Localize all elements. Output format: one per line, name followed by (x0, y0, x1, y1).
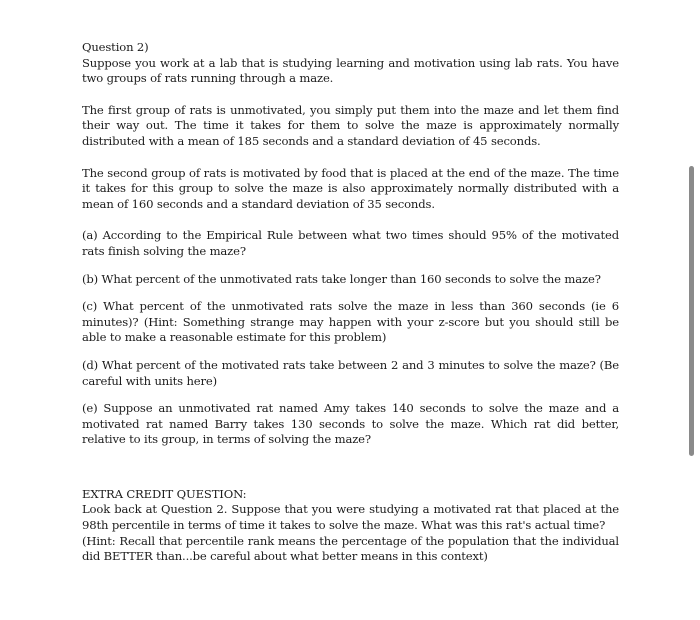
vertical-scrollbar[interactable] (689, 166, 694, 456)
extra-credit-section (82, 487, 619, 565)
part-d: (d) What percent of the motivated rats take between 2 and 3 minutes to solve the maze? (Be careful with units here) (82, 357, 619, 388)
group1-paragraph: The first group of rats is unmotivated, you simply put them into the maze and let them find their way out. The time it takes for them to solve the maze is approximately normally distributed with a mean of 185 seconds and a standard deviation of 45 seconds. (82, 102, 619, 148)
group2-paragraph: The second group of rats is motivated by food that is placed at the end of the maze. The time it takes for this group to solve the maze is also approximately normally distributed with a mean of 160 seconds and a standard deviation of 35 seconds. (82, 165, 619, 211)
part-b: (b) What percent of the unmotivated rats take longer than 160 seconds to solve the maze? (82, 271, 601, 286)
extra-credit-heading: EXTRA CREDIT QUESTION: (82, 486, 247, 501)
intro-paragraph: Suppose you work at a lab that is studying learning and motivation using lab rats. You have two groups of rats running through a maze. (82, 55, 619, 86)
extra-credit-hint: (Hint: Recall that percentile rank means the percentage of the population that the individual did BETTER than...be careful about what better means in this context) (82, 533, 619, 564)
part-e: (e) Suppose an unmotivated rat named Amy takes 140 seconds to solve the maze and a motivated rat named Barry takes 130 seconds to solve the maze. Which rat did better, relative to its group, in terms of solving the maze? (82, 401, 619, 447)
part-c: (c) What percent of the unmotivated rats solve the maze in less than 360 seconds (ie 6 minutes)? (Hint: Something strange may happen with your z-score but you should still be able to make a reasonable estimate for this problem) (82, 299, 619, 345)
part-a: (a) According to the Empirical Rule between what two times should 95% of the motivated rats finish solving the maze? (82, 228, 619, 258)
extra-credit-question: Look back at Question 2. Suppose that you were studying a motivated rat that placed at the 98th percentile in terms of time it takes to solve the maze. What was this rat's actual time? (82, 502, 619, 533)
document-page (82, 40, 619, 565)
question-title: Question 2) (82, 40, 149, 54)
